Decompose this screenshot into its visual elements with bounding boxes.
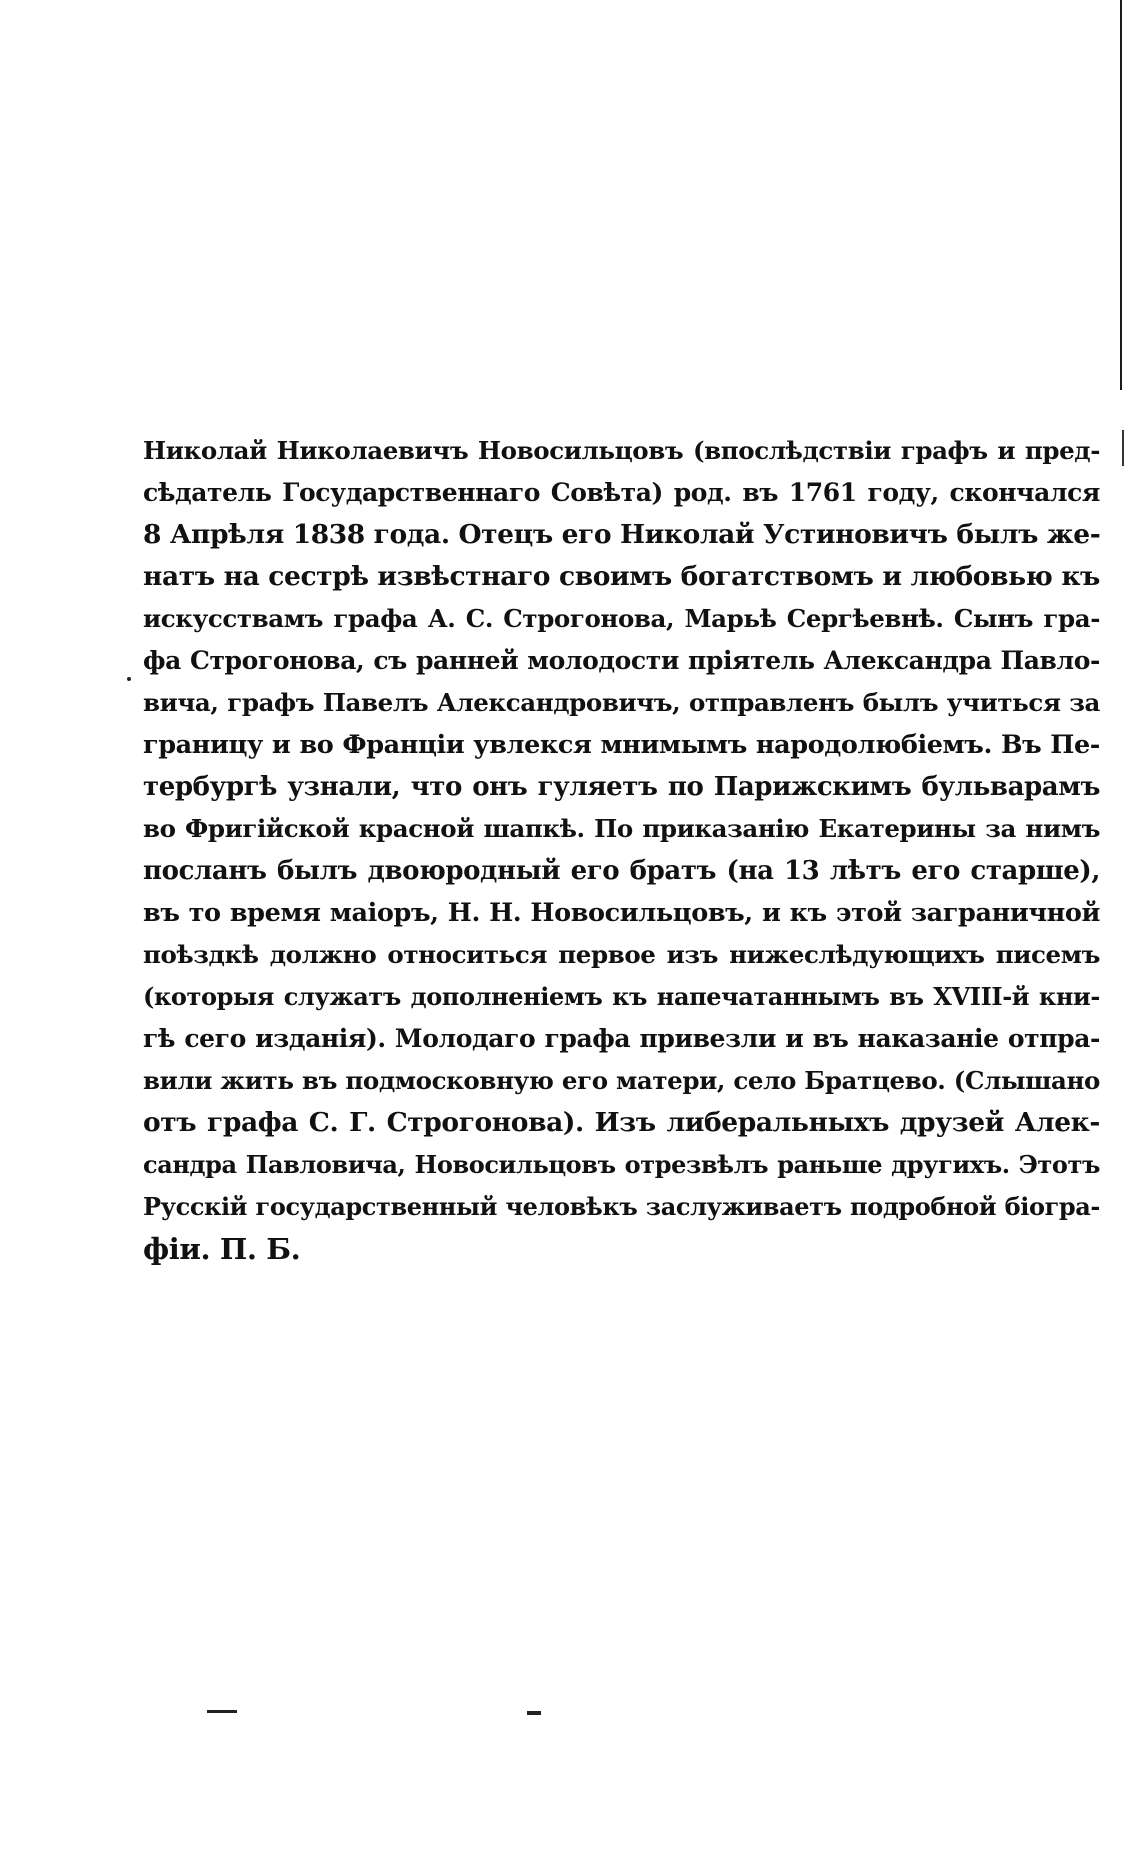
paragraph-text xyxy=(143,430,1100,1270)
text-line: искусствамъ графа А. С. Строгонова, Марьѣ Сергѣевнѣ. Сынъ гра- xyxy=(143,604,1100,633)
text-line: въ то время маіоръ, Н. Н. Новосильцовъ, и къ этой заграничной xyxy=(143,898,1100,928)
text-line: 8 Апрѣля 1838 года. Отецъ его Николай Устиновичъ былъ же- xyxy=(143,519,1100,550)
page-edge-mark xyxy=(1122,430,1124,466)
text-line: сѣдатель Государственнаго Совѣта) род. въ 1761 году, скончался xyxy=(143,478,1100,507)
text-line: сандра Павловича, Новосильцовъ отрезвѣлъ раньше другихъ. Этотъ xyxy=(143,1150,1100,1179)
text-line: вили жить въ подмосковную его матери, село Братцево. (Слышано xyxy=(143,1066,1100,1095)
text-line: поѣздкѣ должно относиться первое изъ нижеслѣдующихъ писемъ xyxy=(143,940,1100,969)
text-line: Русскій государственный человѣкъ заслуживаетъ подробной біогра- xyxy=(143,1192,1100,1221)
footer-dash-left xyxy=(207,1710,237,1713)
text-line: натъ на сестрѣ извѣстнаго своимъ богатствомъ и любовью къ xyxy=(143,561,1100,592)
page-edge-line xyxy=(1120,0,1122,390)
text-line: тербургѣ узнали, что онъ гуляетъ по Парижскимъ бульварамъ xyxy=(143,772,1100,802)
text-line: (которыя служатъ дополненіемъ къ напечатаннымъ въ XVIII-й кни- xyxy=(143,982,1100,1011)
text-line: отъ графа С. Г. Строгонова). Изъ либеральныхъ друзей Алек- xyxy=(143,1107,1100,1138)
text-line: вича, графъ Павелъ Александровичъ, отправленъ былъ учиться за xyxy=(143,688,1100,717)
text-line-last: фіи. П. Б. xyxy=(143,1232,301,1266)
footer-dash-right xyxy=(527,1711,541,1715)
text-line: посланъ былъ двоюродный его братъ (на 13 лѣтъ его старше), xyxy=(143,856,1100,886)
text-line: во Фригійской красной шапкѣ. По приказанію Екатерины за нимъ xyxy=(143,814,1100,843)
text-line: фа Строгонова, съ ранней молодости пріятель Александра Павло- xyxy=(143,646,1100,675)
text-line: гѣ сего изданія). Молодаго графа привезли и въ наказаніе отпра- xyxy=(143,1024,1100,1053)
text-line: границу и во Франціи увлекся мнимымъ народолюбіемъ. Въ Пе- xyxy=(143,730,1100,760)
margin-mark xyxy=(127,677,131,681)
text-line: Николай Николаевичъ Новосильцовъ (впослѣдствіи графъ и пред- xyxy=(143,436,1100,465)
